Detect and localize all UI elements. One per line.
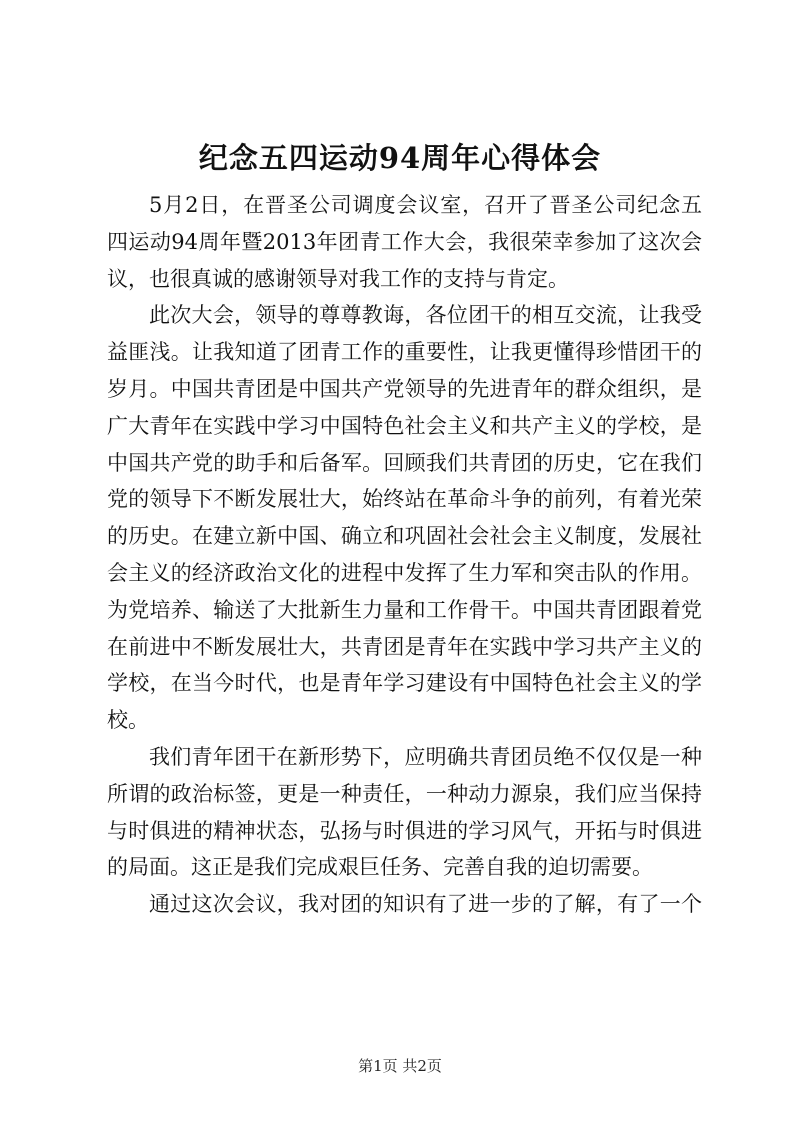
paragraph-2-line-4: 广大青年在实践中学习中国特色社会主义和共产主义的学校，是	[107, 413, 702, 438]
paragraph-2-line-5: 中国共产党的助手和后备军。回顾我们共青团的历史，它在我们	[107, 450, 702, 475]
paragraph-3-line-1: 我们青年团干在新形势下，应明确共青团员绝不仅仅是一种	[149, 744, 702, 769]
paragraph-1-line-3: 议，也很真诚的感谢领导对我工作的支持与肯定。	[107, 266, 569, 291]
paragraph-2-line-9: 为党培养、输送了大批新生力量和工作骨干。中国共青团跟着党	[107, 597, 702, 622]
paragraph-2-line-11: 学校，在当今时代，也是青年学习建设有中国特色社会主义的学	[107, 671, 702, 696]
paragraph-2-line-2: 益匪浅。让我知道了团青工作的重要性，让我更懂得珍惜团干的	[107, 340, 702, 365]
document-body	[107, 187, 702, 923]
paragraph-2-line-3: 岁月。中国共青团是中国共产党领导的先进青年的群众组织，是	[107, 376, 702, 401]
paragraph-1-line-1: 5月2日，在晋圣公司调度会议室，召开了晋圣公司纪念五	[149, 193, 702, 217]
paragraph-2-line-12: 校。	[107, 708, 149, 733]
paragraph-4-line-1: 通过这次会议，我对团的知识有了进一步的了解，有了一个	[149, 892, 702, 917]
paragraph-2-line-7: 的历史。在建立新中国、确立和巩固社会社会主义制度，发展社	[107, 524, 702, 549]
paragraph-3-line-2: 所谓的政治标签，更是一种责任，一种动力源泉，我们应当保持	[107, 781, 702, 806]
document-title: 纪念五四运动94周年心得体会	[198, 141, 602, 175]
paragraph-2-line-6: 党的领导下不断发展壮大，始终站在革命斗争的前列，有着光荣	[107, 487, 702, 512]
paragraph-2-line-1: 此次大会，领导的尊尊教诲，各位团干的相互交流，让我受	[149, 303, 702, 328]
paragraph-3-line-3: 与时俱进的精神状态，弘扬与时俱进的学习风气，开拓与时俱进	[107, 818, 702, 843]
paragraph-3-line-4: 的局面。这正是我们完成艰巨任务、完善自我的迫切需要。	[107, 855, 653, 880]
paragraph-1-line-2: 四运动94周年暨2013年团青工作大会，我很荣幸参加了这次会	[107, 229, 702, 254]
paragraph-2-line-10: 在前进中不断发展壮大，共青团是青年在实践中学习共产主义的	[107, 634, 702, 659]
paragraph-2-line-8: 会主义的经济政治文化的进程中发挥了生力军和突击队的作用。	[107, 560, 702, 585]
page-footer: 第1页 共2页	[358, 1057, 442, 1075]
